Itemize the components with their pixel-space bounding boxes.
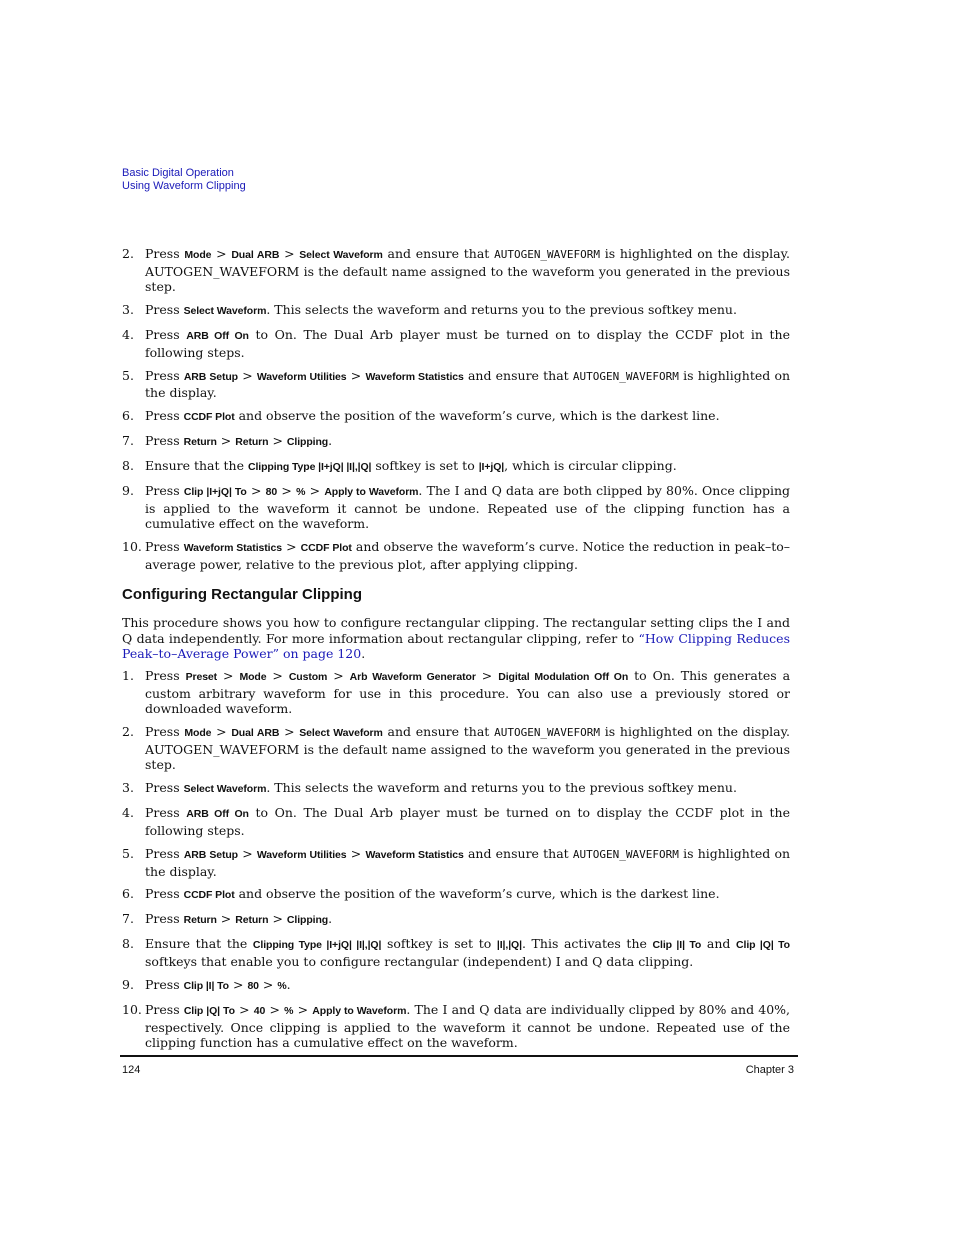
softkey-label: Waveform Statistics xyxy=(365,848,464,861)
softkey-label: Return xyxy=(183,914,217,927)
step-number: 9. xyxy=(122,483,134,499)
softkey-label: Select Waveform xyxy=(299,727,383,740)
softkey-label: Clip |Q| To xyxy=(183,1005,235,1018)
procedure-step xyxy=(122,458,790,476)
step-number: 8. xyxy=(122,936,134,952)
softkey-label: Return xyxy=(235,914,269,927)
step-number: 5. xyxy=(122,845,134,861)
softkey-label: Apply to Waveform xyxy=(312,1005,407,1018)
step-text: > xyxy=(246,483,266,499)
softkey-label: Dual ARB xyxy=(231,249,280,261)
step-text: . The I and Q data are both clipped by 80%. Once clipping is applied to the waveform it cannot be undone. Repeated use of the clipping function has a cumulative effect on the waveform. xyxy=(145,483,791,532)
softkey-label: 40 xyxy=(253,1005,266,1018)
step-text: > xyxy=(277,483,297,499)
step-number: 7. xyxy=(122,433,134,449)
procedure-step xyxy=(122,1002,790,1051)
step-text: > xyxy=(327,668,350,683)
step-text: and ensure that xyxy=(463,367,573,383)
section-intro xyxy=(122,615,790,662)
softkey-label: Digital Modulation Off On xyxy=(498,671,629,683)
softkey-label: % xyxy=(284,1005,294,1018)
step-text: Ensure that the xyxy=(145,458,248,474)
procedure-step xyxy=(122,327,790,360)
softkey-label: Mode xyxy=(184,727,212,740)
step-text: Press xyxy=(145,780,184,796)
softkey-label: CCDF Plot xyxy=(300,542,352,555)
step-text: > xyxy=(229,977,248,993)
step-number: 4. xyxy=(122,327,134,343)
softkey-label: Clip |I| To xyxy=(183,980,230,993)
step-text: is highlighted on the display. AUTOGEN_WAVEFORM is the default name assigned to the waveform you generated in the previous step. xyxy=(145,246,791,295)
step-text: . xyxy=(286,977,291,993)
page-content xyxy=(122,246,790,1058)
step-text: Press xyxy=(145,539,184,555)
procedure-step xyxy=(122,246,790,295)
step-text: is highlighted on the display. xyxy=(145,367,791,401)
step-text: > xyxy=(216,911,236,927)
step-text: Press xyxy=(145,724,185,740)
step-text: to On. This generates a custom arbitrary waveform for use in this procedure. You can also use a previously stored or downloaded waveform. xyxy=(145,668,791,717)
softkey-label: Clipping xyxy=(286,436,329,449)
step-text: Press xyxy=(145,327,187,343)
step-text: Press xyxy=(145,408,184,424)
page-number: 124 xyxy=(122,1064,141,1076)
step-number: 2. xyxy=(122,724,134,740)
step-number: 10. xyxy=(122,539,142,555)
softkey-label: Dual ARB xyxy=(231,727,280,740)
cross-reference-link[interactable]: “How Clipping Reduces Peak–to–Average Power” on page 120 xyxy=(122,630,790,662)
procedure-step xyxy=(122,539,790,572)
step-text: > xyxy=(279,724,300,740)
softkey-label: Mode xyxy=(239,671,267,683)
step-text: > xyxy=(265,1002,285,1018)
procedure-step xyxy=(122,724,790,773)
step-text: . xyxy=(361,646,366,662)
softkey-label: Clip |I| To xyxy=(652,939,702,952)
procedure-step xyxy=(122,483,790,532)
breadcrumb-section-link[interactable]: Using Waveform Clipping xyxy=(122,179,246,192)
softkey-label: Mode xyxy=(184,249,212,261)
procedure-step xyxy=(122,668,790,717)
softkey-label: Clipping xyxy=(286,914,329,927)
procedure-step xyxy=(122,433,790,451)
step-text: softkey is set to xyxy=(371,458,479,474)
softkey-label: ARB Setup xyxy=(183,370,238,383)
step-text: is highlighted on the display. AUTOGEN_WAVEFORM is the default name assigned to the waveform you generated in the previous step. xyxy=(145,724,791,773)
step-number: 10. xyxy=(122,1002,142,1018)
softkey-label: Select Waveform xyxy=(183,783,267,796)
step-text: > xyxy=(268,433,287,449)
step-number: 3. xyxy=(122,302,134,318)
procedure-step xyxy=(122,886,790,904)
step-text: > xyxy=(346,845,366,861)
softkey-label: Clip |I+jQ| To xyxy=(183,486,247,499)
step-text: softkey is set to xyxy=(381,936,497,952)
step-text: > xyxy=(211,246,232,261)
softkey-label: |I|,|Q| xyxy=(496,939,522,952)
step-text: > xyxy=(281,539,301,555)
step-text: > xyxy=(216,433,236,449)
step-text: . xyxy=(328,911,333,927)
step-text: Press xyxy=(145,911,184,927)
softkey-label: Clipping Type |I+jQ| |I|,|Q| xyxy=(252,939,382,952)
procedure-step xyxy=(122,408,790,426)
softkey-label: % xyxy=(277,980,287,993)
step-number: 6. xyxy=(122,408,134,424)
step-text: Press xyxy=(145,668,186,683)
procedure-step xyxy=(122,805,790,838)
step-text: > xyxy=(346,367,366,383)
step-text: > xyxy=(234,1002,254,1018)
softkey-label: Select Waveform xyxy=(299,249,383,261)
softkey-label: CCDF Plot xyxy=(183,889,235,902)
step-text: Press xyxy=(145,302,184,318)
step-text: . xyxy=(328,433,333,449)
footer-divider xyxy=(120,1055,798,1057)
softkey-label: Custom xyxy=(288,671,328,683)
rectangular-clipping-steps xyxy=(122,668,790,1051)
step-text: . This activates the xyxy=(521,936,653,952)
step-text: > xyxy=(238,845,257,861)
softkey-label: Waveform Statistics xyxy=(365,370,464,383)
softkey-label: CCDF Plot xyxy=(183,411,235,424)
softkey-label: Arb Waveform Generator xyxy=(349,671,476,683)
procedure-step xyxy=(122,368,790,401)
step-text: > xyxy=(211,724,232,740)
circular-clipping-steps xyxy=(122,246,790,573)
step-number: 1. xyxy=(122,668,134,683)
procedure-step xyxy=(122,911,790,929)
step-text: is highlighted on the display. xyxy=(145,845,791,879)
softkey-label: ARB Off On xyxy=(186,330,249,343)
step-text: and ensure that xyxy=(382,724,495,740)
step-text: and xyxy=(701,936,737,952)
step-text: > xyxy=(217,668,240,683)
step-text: Press xyxy=(145,433,184,449)
step-number: 6. xyxy=(122,886,134,902)
step-text: Press xyxy=(145,1002,184,1018)
softkey-label: 80 xyxy=(265,486,278,499)
softkey-label: Apply to Waveform xyxy=(324,486,419,499)
step-text: Press xyxy=(145,805,187,821)
softkey-label: Select Waveform xyxy=(183,305,267,318)
step-number: 9. xyxy=(122,977,134,993)
waveform-name: AUTOGEN_WAVEFORM xyxy=(572,369,679,383)
waveform-name: AUTOGEN_WAVEFORM xyxy=(494,248,601,261)
breadcrumb xyxy=(122,167,246,192)
breadcrumb-chapter-link[interactable]: Basic Digital Operation xyxy=(122,167,234,179)
step-number: 4. xyxy=(122,805,134,821)
softkey-label: Waveform Utilities xyxy=(256,370,347,383)
step-number: 8. xyxy=(122,458,134,474)
step-number: 2. xyxy=(122,246,134,261)
step-text: Press xyxy=(145,886,184,902)
procedure-step xyxy=(122,977,790,995)
step-text: > xyxy=(258,977,278,993)
step-text: This procedure shows you how to configure rectangular clipping. The rectangular setting clips the I and Q data independently. For more information about rectangular clipping, refer to xyxy=(122,615,790,646)
step-text: to On. The Dual Arb player must be turned on to display the CCDF plot in the following steps. xyxy=(145,327,790,360)
softkey-label: ARB Setup xyxy=(183,848,238,861)
softkey-label: Clipping Type |I+jQ| |I|,|Q| xyxy=(247,461,372,474)
step-text: > xyxy=(238,367,257,383)
step-text: Press xyxy=(145,845,184,861)
step-text: Press xyxy=(145,246,185,261)
step-text: and observe the waveform’s curve. Notice the reduction in peak–to–average power, relative to the previous plot, after applying clipping. xyxy=(145,539,791,573)
step-text: Press xyxy=(145,483,184,499)
procedure-step xyxy=(122,780,790,798)
procedure-step xyxy=(122,936,790,969)
step-text: to On. The Dual Arb player must be turned on to display the CCDF plot in the following steps. xyxy=(145,805,790,838)
step-text: Press xyxy=(145,367,184,383)
softkey-label: ARB Off On xyxy=(186,808,249,821)
step-text: > xyxy=(475,668,499,683)
step-text: and ensure that xyxy=(382,246,495,261)
softkey-label: Waveform Statistics xyxy=(183,542,282,555)
section-heading: Configuring Rectangular Clipping xyxy=(122,585,362,603)
step-text: . The I and Q data are individually clipped by 80% and 40%, respectively. Once clipping is applied to the waveform it cannot be undone. Repeated use of the clipping function has a cumulative effect on the waveform. xyxy=(145,1002,791,1051)
step-text: Press xyxy=(145,977,184,993)
softkey-label: Return xyxy=(183,436,217,449)
step-text: , which is circular clipping. xyxy=(504,458,677,474)
step-text: > xyxy=(279,246,300,261)
step-text: > xyxy=(266,668,289,683)
procedure-step xyxy=(122,302,790,320)
step-text: and observe the position of the waveform’s curve, which is the darkest line. xyxy=(234,886,720,902)
step-text: softkeys that enable you to configure rectangular (independent) I and Q data clipping. xyxy=(145,954,694,970)
step-number: 3. xyxy=(122,780,134,796)
step-number: 5. xyxy=(122,367,134,383)
step-text: Ensure that the xyxy=(145,936,253,952)
softkey-label: Clip |Q| To xyxy=(736,939,790,952)
waveform-name: AUTOGEN_WAVEFORM xyxy=(572,847,679,861)
procedure-step xyxy=(122,846,790,879)
step-text: > xyxy=(305,483,325,499)
softkey-label: |I+jQ| xyxy=(478,461,505,474)
step-text: and ensure that xyxy=(463,845,573,861)
step-text: . This selects the waveform and returns you to the previous softkey menu. xyxy=(266,302,737,318)
softkey-label: Return xyxy=(235,436,269,449)
softkey-label: Waveform Utilities xyxy=(256,848,347,861)
step-text: > xyxy=(293,1002,313,1018)
step-text: . This selects the waveform and returns you to the previous softkey menu. xyxy=(266,780,737,796)
softkey-label: Preset xyxy=(185,671,218,683)
chapter-label: Chapter 3 xyxy=(745,1064,794,1076)
waveform-name: AUTOGEN_WAVEFORM xyxy=(494,726,601,740)
step-text: > xyxy=(268,911,287,927)
step-number: 7. xyxy=(122,911,134,927)
softkey-label: 80 xyxy=(247,980,259,993)
step-text: and observe the position of the waveform’s curve, which is the darkest line. xyxy=(234,408,720,424)
softkey-label: % xyxy=(296,486,306,499)
